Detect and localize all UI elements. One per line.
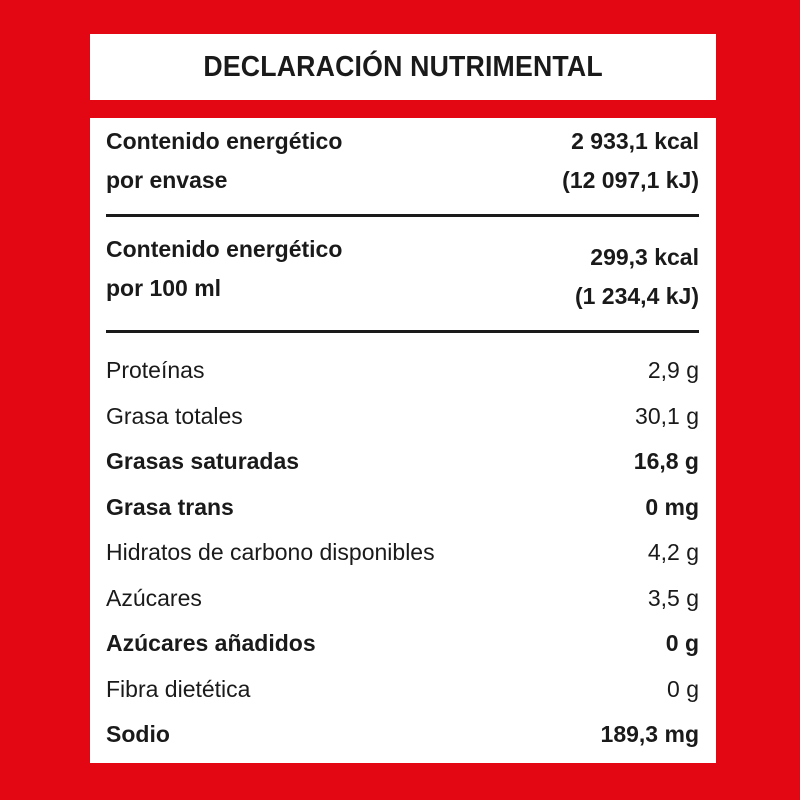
nutrient-name: Azúcares [106,584,202,611]
energy-per-package [106,122,699,200]
nutrient-value: 0 g [667,675,699,702]
nutrient-value: 4,2 g [647,539,699,566]
nutrient-row [106,712,699,758]
nutrition-panel [90,34,716,763]
nutrient-value: 189,3 mg [600,721,699,748]
nutrient-row [106,394,699,440]
nutrient-value: 0 g [665,630,699,657]
title-divider [90,100,716,118]
nutrient-row [106,621,699,667]
energy-kj: (1 234,4 kJ) [574,283,699,309]
nutrient-name: Grasa trans [106,493,234,520]
energy-kcal: 299,3 kcal [590,244,699,270]
panel-title: DECLARACIÓN NUTRIMENTAL [203,50,603,83]
nutrient-value: 2,9 g [647,357,699,384]
nutrient-row [106,439,699,485]
nutrients-divider [106,330,699,333]
nutrient-name: Grasas saturadas [106,448,300,475]
nutrient-row [106,576,699,622]
nutrients-table [106,348,699,758]
energy-label-line2: por 100 ml [106,275,222,301]
nutrient-value: 30,1 g [635,402,699,429]
energy-kcal: 2 933,1 kcal [571,128,699,154]
nutrient-name: Grasa totales [106,402,243,429]
nutrient-name: Proteínas [106,357,205,384]
nutrient-name: Sodio [106,721,170,748]
nutrient-value: 3,5 g [647,584,699,611]
nutrient-name: Hidratos de carbono disponibles [106,539,435,566]
energy-label-line1: Contenido energético [106,236,343,262]
energy-divider [106,214,699,217]
energy-label-line1: Contenido energético [106,128,343,154]
nutrient-row [106,348,699,394]
nutrient-value: 16,8 g [633,448,699,475]
nutrient-row [106,530,699,576]
nutrient-row [106,485,699,531]
title-bar [90,34,716,100]
nutrient-name: Azúcares añadidos [106,630,316,657]
nutrient-row [106,667,699,713]
energy-label-line2: por envase [106,167,228,193]
energy-kj: (12 097,1 kJ) [562,167,699,193]
nutrient-value: 0 mg [645,493,699,520]
nutrient-name: Fibra dietética [106,675,251,702]
energy-per-100ml [106,230,699,316]
